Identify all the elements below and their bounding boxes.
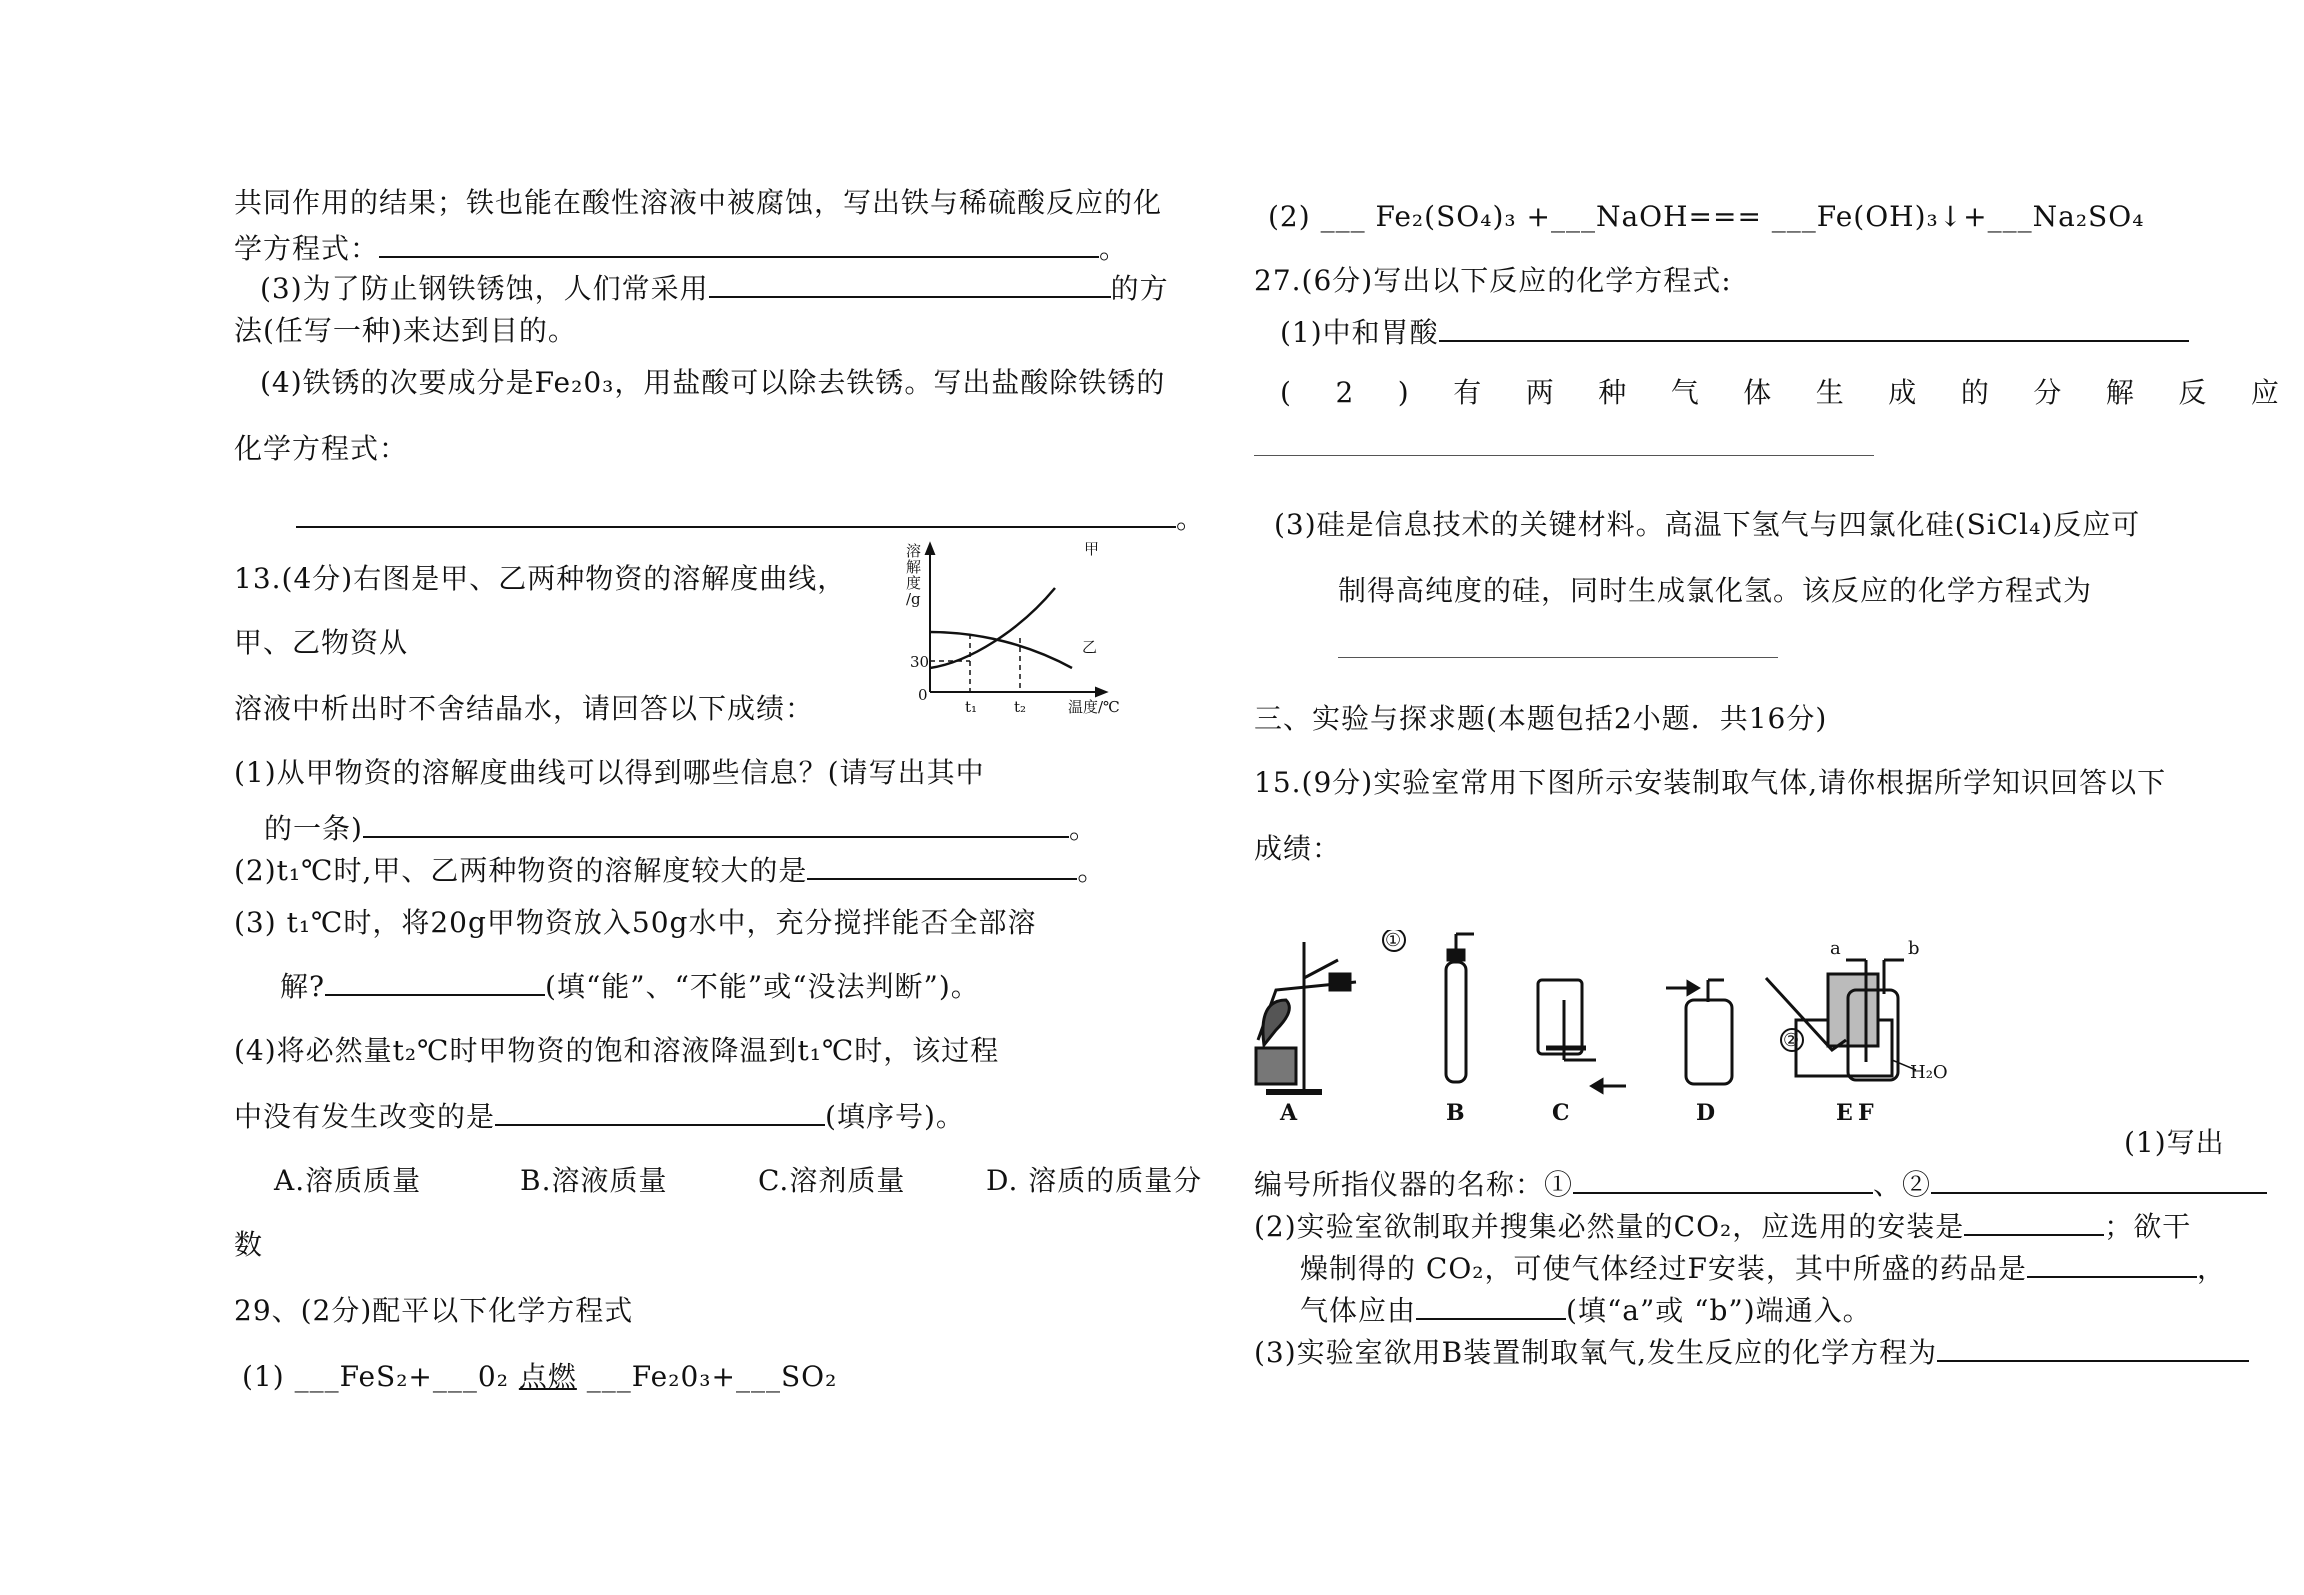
apparatus-b: [1446, 934, 1474, 1082]
answer-blank[interactable]: [1573, 1168, 1873, 1194]
answer-blank[interactable]: [363, 812, 1069, 838]
text-line: 甲、乙物资从: [234, 626, 409, 659]
answer-line[interactable]: [1254, 430, 1874, 464]
answer-blank[interactable]: [807, 854, 1077, 880]
apparatus-label-a: A: [1280, 1100, 1298, 1126]
apparatus-label-d: D: [1696, 1100, 1716, 1126]
answer-blank[interactable]: [495, 1100, 825, 1126]
apparatus-d: [1666, 980, 1732, 1084]
text-line: 成绩：: [1254, 832, 1342, 865]
x-axis-arrow: [1096, 688, 1106, 696]
port-a-label: a: [1830, 938, 1841, 959]
text-line: 制得高纯度的硅，同时生成氯化氢。该反应的化学方程式为: [1338, 574, 2093, 607]
port-b-label: b: [1908, 938, 1920, 959]
answer-blank[interactable]: [325, 970, 545, 996]
text-line: 化学方程式：: [234, 432, 409, 465]
text-line: (4)将必然量t₂℃时甲物资的饱和溶液降温到t₁℃时，该过程: [234, 1034, 1000, 1067]
x-label: 温度/℃: [1068, 698, 1120, 716]
text-line-spread: ( 2 ) 有 两 种 气 体 生 成 的 分 解 反 应: [1280, 376, 2280, 409]
text-line: 编号所指仪器的名称：① 、②: [1254, 1168, 2267, 1202]
text-line: (3) t₁℃时，将20g甲物资放入50g水中，充分搅拌能否全部溶: [234, 906, 1037, 939]
text-line: 法(任写一种)来达到目的。: [234, 314, 577, 347]
answer-blank[interactable]: [1937, 1336, 2249, 1362]
equation-line: (1) ___FeS₂+___0₂ 点燃 ___Fe₂0₃+___SO₂: [242, 1360, 838, 1393]
y-axis-arrow: [926, 544, 934, 554]
marker-1: ①: [1385, 930, 1402, 951]
apparatus-c: [1538, 980, 1626, 1092]
apparatus-label-f: F: [1858, 1100, 1874, 1126]
x-tick-label: t₁: [965, 698, 978, 716]
text-line: (1)中和胃酸: [1280, 316, 2189, 350]
text-line: (3)硅是信息技术的关键材料。高温下氢气与四氯化硅(SiCl₄)反应可: [1274, 508, 2141, 541]
question-13-title: 13.(4分)右图是甲、乙两种物资的溶解度曲线，: [234, 562, 847, 595]
question-29-title: 29、(2分)配平以下化学方程式: [234, 1294, 634, 1327]
answer-blank[interactable]: [296, 502, 1176, 528]
solubility-chart: [900, 540, 1140, 720]
x-tick-label: t₂: [1014, 698, 1027, 716]
question-27-title: 27.(6分)写出以下反应的化学方程式:: [1254, 264, 1732, 297]
text-line: (1)写出: [2124, 1126, 2225, 1159]
question-15-title: 15.(9分)实验室常用下图所示安装制取气体,请你根据所学知识回答以下: [1254, 766, 2167, 799]
answer-blank[interactable]: [1416, 1294, 1566, 1320]
text-line: 数: [234, 1228, 264, 1261]
origin-label: 0: [918, 686, 928, 704]
series-label-yi: 乙: [1082, 638, 1098, 656]
answer-blank[interactable]: [709, 272, 1111, 298]
text-line: (4)铁锈的次要成分是Fe₂0₃，用盐酸可以除去铁锈。写出盐酸除铁锈的: [260, 366, 1166, 399]
text-line: (3)实验室欲用B装置制取氧气,发生反应的化学方程为: [1254, 1336, 2249, 1370]
svg-text:解: 解: [906, 558, 922, 576]
apparatus-label-b: B: [1446, 1100, 1465, 1126]
water-label: H₂O: [1910, 1062, 1948, 1083]
text-line: 气体应由 (填“a”或 “b”)端通入。: [1300, 1294, 1872, 1327]
answer-blank[interactable]: [1964, 1210, 2104, 1236]
text-line: 溶液中析出时不舍结晶水，请回答以下成绩：: [234, 692, 815, 725]
option-a: A.溶质质量: [274, 1164, 422, 1197]
text-line: 。: [296, 502, 1205, 536]
text-line: (2)实验室欲制取并搜集必然量的CO₂，应选用的安装是 ；欲干: [1254, 1210, 2192, 1243]
condition-label: 点燃: [518, 1360, 577, 1393]
text-line: 中没有发生改变的是 (填序号)。: [234, 1100, 965, 1133]
text-line: (3)为了防止钢铁锈蚀，人们常采用 的方: [260, 272, 1169, 305]
section-3-title: 三、实验与探求题(本题包括2小题．共16分): [1254, 702, 1828, 735]
apparatus-label-e: E: [1836, 1100, 1853, 1126]
curve-jia: [930, 588, 1055, 668]
text-line: 共同作用的结果；铁也能在酸性溶液中被腐蚀，写出铁与稀硫酸反应的化: [234, 186, 1163, 219]
answer-blank[interactable]: [1931, 1168, 2267, 1194]
text-line: 燥制得的 CO₂，可使气体经过F安装，其中所盛的药品是 ，: [1300, 1252, 2226, 1285]
series-label-jia: 甲: [1084, 540, 1100, 558]
apparatus-diagram: [1246, 930, 1986, 1130]
text-line: 的一条) 。: [264, 812, 1098, 845]
svg-text:/g: /g: [906, 590, 921, 608]
text-line: (2)t₁℃时,甲、乙两种物资的溶解度较大的是 。: [234, 854, 1107, 887]
y-tick-label: 30: [910, 653, 930, 671]
label: 学方程式：: [234, 232, 380, 265]
answer-line[interactable]: [1338, 632, 1778, 666]
answer-blank[interactable]: [2027, 1252, 2197, 1278]
answer-blank[interactable]: [379, 232, 1099, 258]
marker-2: ②: [1783, 1030, 1800, 1051]
apparatus-a: [1256, 930, 1405, 1092]
option-b: B.溶液质量: [520, 1164, 668, 1197]
y-label: 溶: [906, 542, 922, 560]
text-line: (1)从甲物资的溶解度曲线可以得到哪些信息？(请写出其中: [234, 756, 985, 789]
text-line: 解? (填“能”、“不能”或“没法判断”)。: [280, 970, 980, 1003]
svg-text:度: 度: [906, 574, 922, 592]
option-d: D. 溶质的质量分: [986, 1164, 1203, 1197]
option-c: C.溶剂质量: [758, 1164, 906, 1197]
equation-line: (2) ___ Fe₂(SO₄)₃ +___NaOH=== ___Fe(OH)₃↓+___Na₂SO₄: [1268, 200, 2145, 233]
answer-blank[interactable]: [1439, 316, 2189, 342]
text-line: 学方程式： 。: [234, 232, 1129, 265]
apparatus-label-c: C: [1552, 1100, 1570, 1126]
